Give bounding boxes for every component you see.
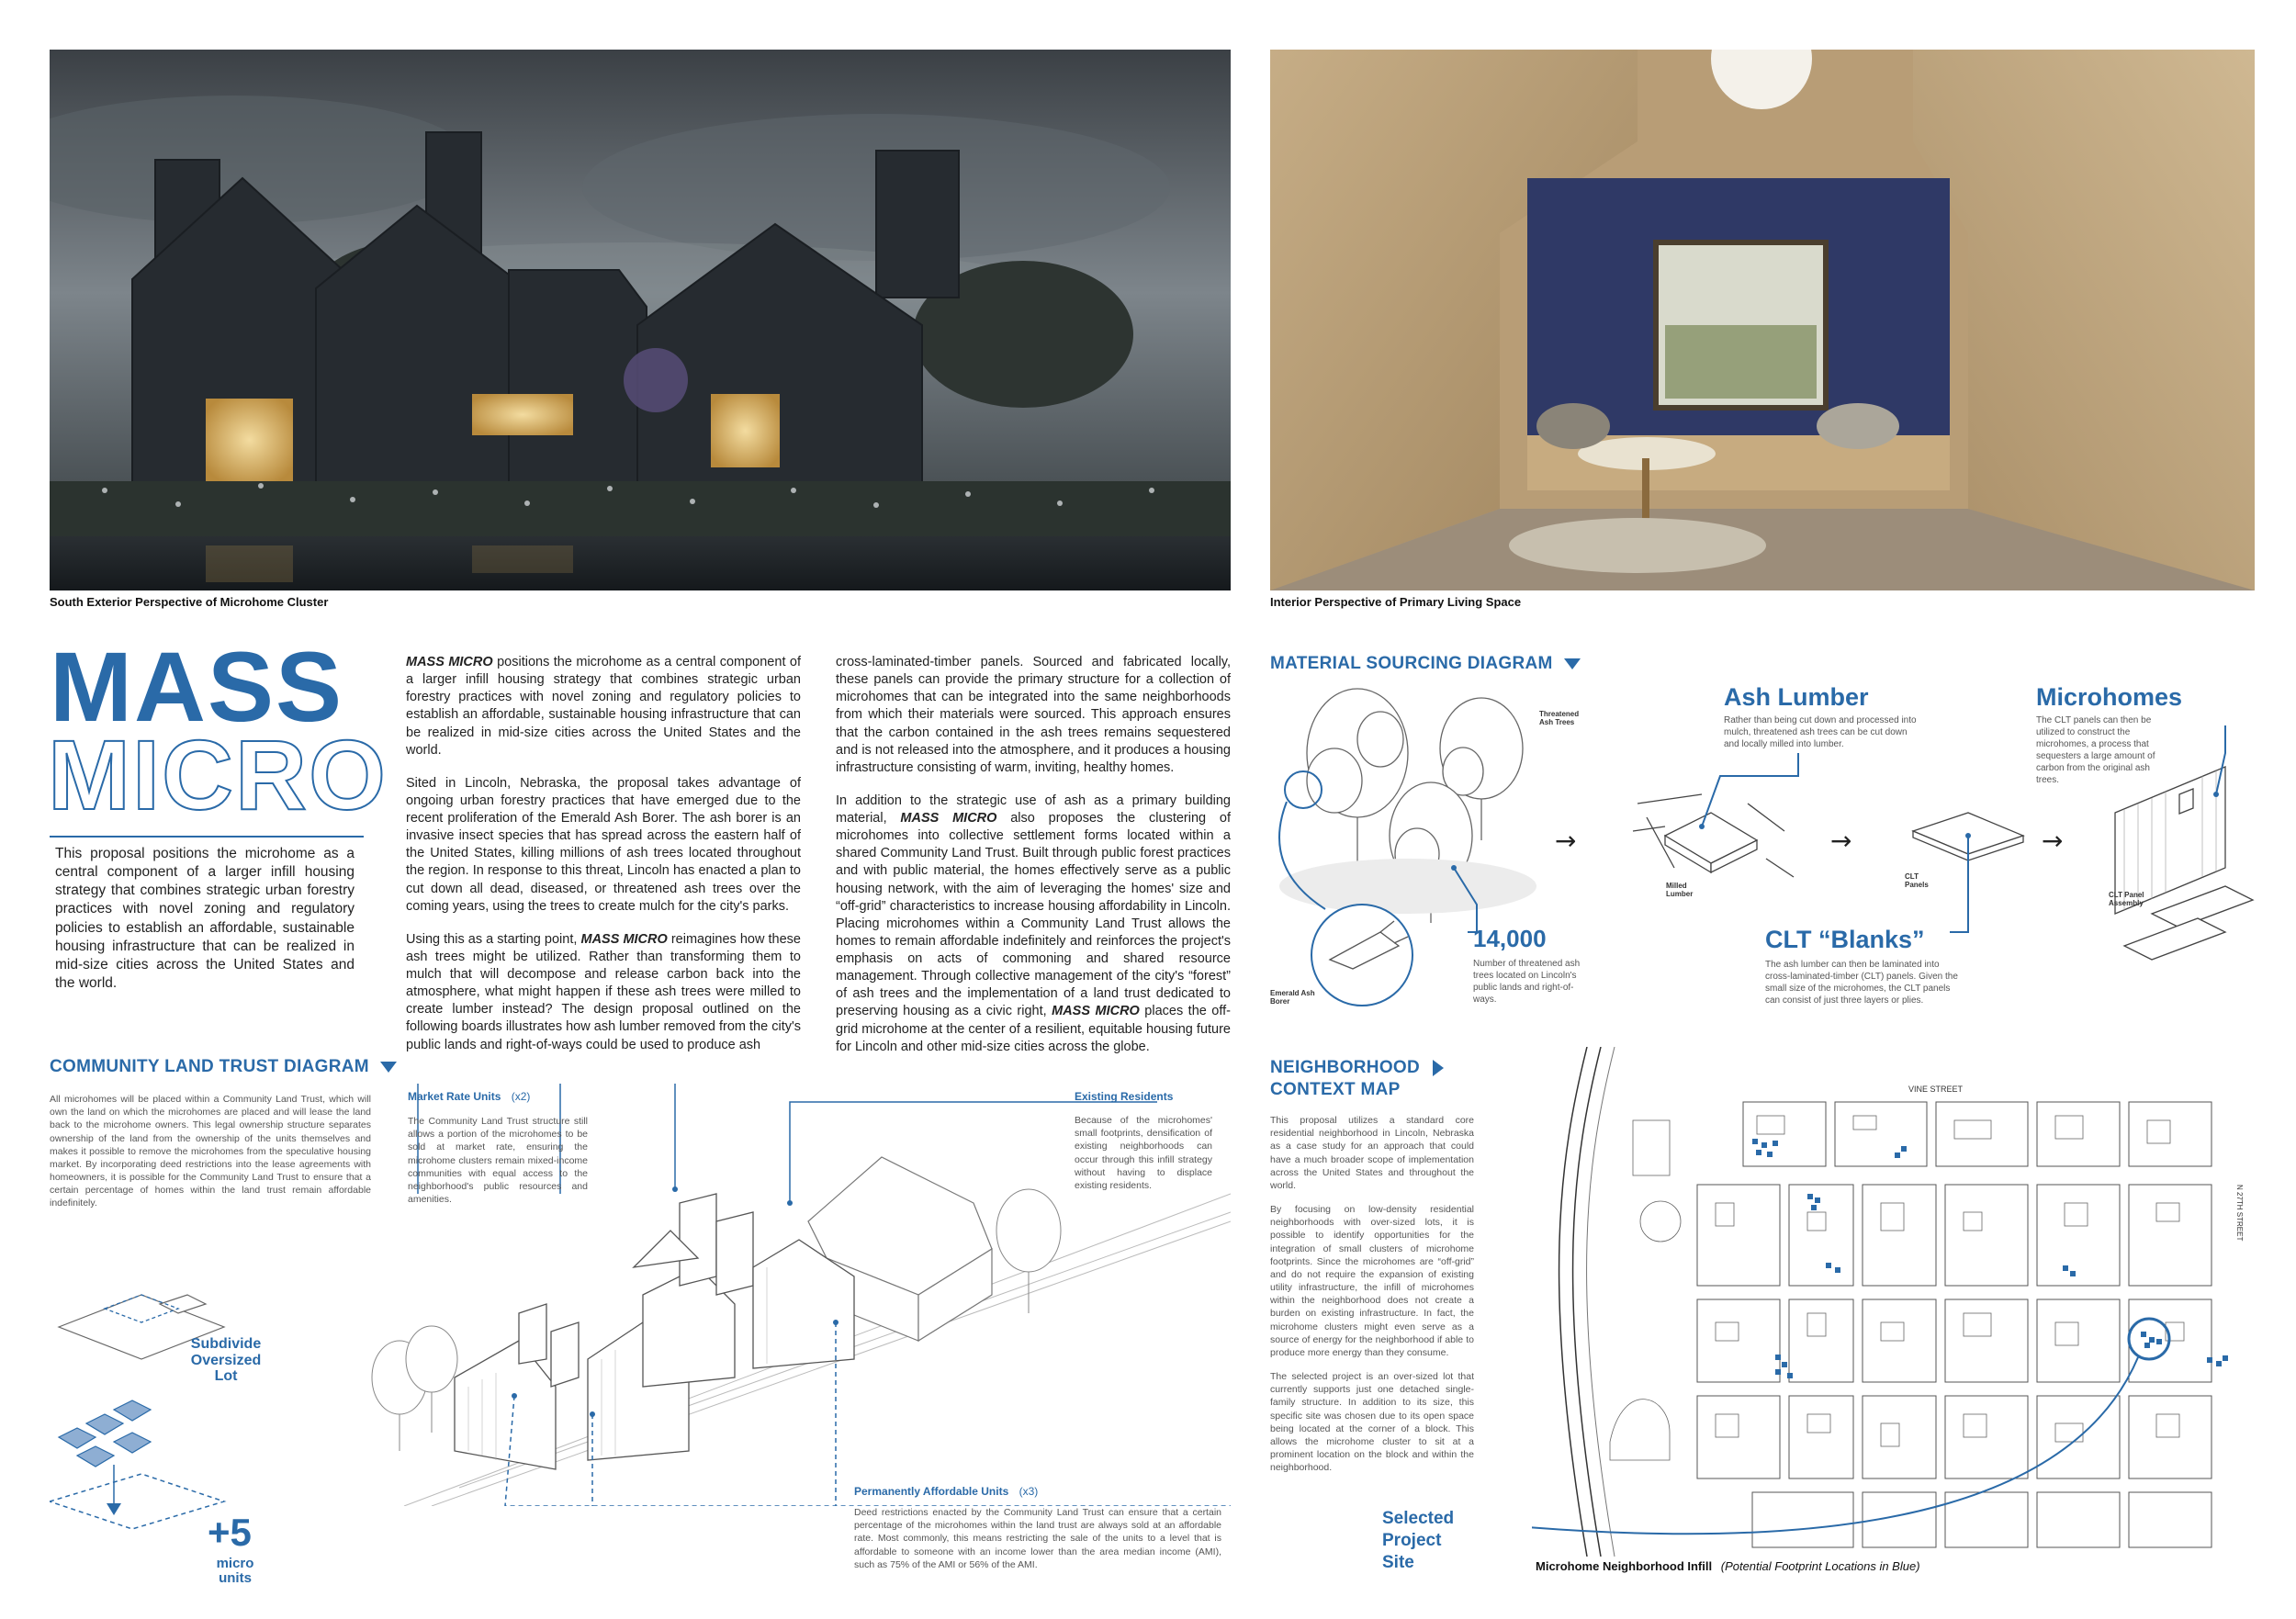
affordable-units-note: Deed restrictions enacted by the Community Land Trust can ensure that a certain percentage of the microhomes within the land trust are always sold at an affordable rate. Most commonly, this means restricting the sale of the units to a level that is affordable to someone with an income lower than the area median income (AMI), such as 75% of the AMI or 56% of the AMI.	[854, 1507, 1221, 1570]
clt-panel-assembly-label: CLT Panel Assembly	[2109, 891, 2144, 908]
existing-residents-note: Because of the microhomes' small footprints, densification of existing neighborhoods can occur through this infill strategy without having to displace existing residents.	[1075, 1115, 1212, 1191]
exterior-render	[50, 50, 1231, 590]
clt-lot-diagram	[50, 1254, 233, 1557]
svg-text:→: →	[1830, 826, 1852, 856]
microhomes-title: Microhomes	[2036, 683, 2183, 711]
triangle-right-icon	[1433, 1060, 1444, 1076]
triangle-down-icon	[1564, 658, 1581, 669]
clt-diagram-heading	[50, 1057, 397, 1077]
interior-caption: Interior Perspective of Primary Living Space	[1270, 595, 1522, 609]
market-rate-count: (x2)	[511, 1090, 531, 1103]
col1-paragraph-1	[406, 654, 801, 759]
context-map-heading-line-2: CONTEXT MAP	[1270, 1079, 1401, 1099]
exterior-caption: South Exterior Perspective of Microhome Cluster	[50, 595, 329, 609]
brand-name: MASS MICRO	[900, 811, 997, 826]
affordable-units-title	[854, 1485, 1038, 1498]
context-map-text	[1270, 1114, 1474, 1485]
summary-text: This proposal positions the microhome as a central component of a larger infill housing strategy that combines strategic urban forestry practices with novel zoning and regulatory policies to establish an affordable, sustainable housing infrastructure that can be realized in mid-size cities across the United States and the world.	[55, 846, 355, 991]
market-rate-note: The Community Land Trust structure still allows a portion of the microhomes to be sold at market rate, ensuring the microhome clusters remain mixed-income communities with equal access to the neighborhood's public resources and amenities.	[408, 1116, 588, 1206]
vine-street-label: VINE STREET	[1908, 1085, 1964, 1094]
micro-units-label: micro units	[216, 1556, 254, 1586]
material-diagram-heading	[1270, 654, 1581, 674]
svg-text:→: →	[2042, 826, 2064, 856]
title-rule	[50, 836, 364, 838]
clt-blanks-title: CLT “Blanks”	[1765, 926, 1925, 953]
selected-line-2: Project	[1382, 1530, 1442, 1550]
map-caption-italic: (Potential Footprint Locations in Blue)	[1720, 1559, 1920, 1573]
emerald-ash-borer-label: Emerald Ash Borer	[1270, 989, 1315, 1006]
col2-paragraph-1: cross-laminated-timber panels. Sourced and fabricated locally, these panels can provide the primary structure for a collection of microhomes that can be integrated into the same neighborhoods from which their materials were sourced. This approach ensures that the carbon contained in the ash trees remains sequestered and is not released into the atmosphere, and it produces a housing infrastructure consisting of warm, inviting, healthy homes.	[836, 655, 1231, 775]
clt-panels-label: CLT Panels	[1905, 872, 1929, 890]
map-caption	[1536, 1559, 1920, 1573]
title-micro: MICRO	[48, 719, 388, 830]
context-paragraph-2: By focusing on low-density residential neighborhoods with over-sized lots, it is possible to identify opportunities for the integration of small clusters of microhome footprints. Since the microhomes are “off-grid” and do not require the expansion of existing utility infrastructure, the infill of microhomes within the neighborhood does not create a burden on existing infrastructure. In fact, the microhome clusters might even serve as a source of energy for the neighborhood if able to produce more energy than they consume.	[1270, 1204, 1474, 1358]
microhomes-note: The CLT panels can then be utilized to construct the microhomes, a process that sequesters a large amount of carbon from the original ash trees.	[2036, 715, 2155, 785]
tree-count-note: Number of threatened ash trees located on Lincoln's public lands and right-of-ways.	[1473, 959, 1581, 1005]
context-map-heading-line-1: NEIGHBORHOOD	[1270, 1058, 1420, 1077]
map-caption-bold: Microhome Neighborhood Infill	[1536, 1559, 1713, 1573]
market-rate-title	[408, 1090, 530, 1103]
col1-paragraph-3	[406, 931, 801, 1054]
clt-diagram-heading-text: COMMUNITY LAND TRUST DIAGRAM	[50, 1057, 369, 1076]
context-paragraph-3: The selected project is an over-sized lot that currently supports just one detached single-family structure. In addition to its size, this specific site was chosen due to its open space being located at the corner of a block. This allows the microhome cluster to sit at a prominent location on the block and within the neighborhood.	[1270, 1371, 1474, 1474]
existing-residents-title: Existing Residents	[1075, 1090, 1174, 1103]
col2-p2-a: In addition to the strategic use of ash as a primary building material,	[836, 793, 1231, 826]
selected-site-label	[1382, 1508, 1454, 1573]
body-column-2	[836, 654, 1231, 1072]
clt-blanks-note: The ash lumber can then be laminated into cross-laminated-timber (CLT) panels. Given the small size of the microhomes, the CLT panels can consist of just three layers or plies.	[1765, 960, 1958, 1006]
market-rate-title-text: Market Rate Units	[408, 1090, 501, 1103]
selected-line-1: Selected	[1382, 1509, 1455, 1528]
context-paragraph-1: This proposal utilizes a standard core residential neighborhood in Lincoln, Nebraska as a case study for an approach that could have a much broader scope of implementation across the United States and throughout the world.	[1270, 1115, 1474, 1191]
affordable-units-title-text: Permanently Affordable Units	[854, 1485, 1009, 1498]
neighborhood-map	[1532, 1047, 2257, 1557]
triangle-down-icon	[380, 1062, 397, 1073]
n27th-street-label: N 27TH STREET	[2235, 1185, 2244, 1242]
plus-five: +5	[208, 1511, 252, 1554]
subdivide-label: Subdivide Oversized Lot	[190, 1336, 262, 1385]
svg-text:→: →	[1555, 826, 1577, 856]
body-column-1	[406, 654, 801, 1070]
title-mass: MASS	[50, 631, 344, 742]
col2-p2-b: also proposes the clustering of microhomes into collective settlement forms located within a shared Community Land Trust. Built through public forest practices and with public material, the homes effectively serve as a public housing network, with the aim of leveraging the homes' size and “off-grid” characteristics to increase housing affordability in Lincoln. Placing microhomes within a Community Land Trust allows the homes to remain affordable indefinitely and reinforces the project's emphasis on acts of commoning and shared resource management. Through collective management of the city's “forest” of ash trees and the implementation of a land trust dedicated to preserving housing as a civic right,	[836, 811, 1231, 1019]
ash-lumber-title: Ash Lumber	[1724, 683, 1869, 711]
col1-p3-a: Using this as a starting point,	[406, 931, 581, 947]
material-diagram-heading-text: MATERIAL SOURCING DIAGRAM	[1270, 654, 1553, 673]
col1-p3-b: reimagines how these ash trees might be utilized. Rather than transforming them to mulch that will decompose and release carbon back into the atmosphere, what might happen if these ash trees were milled to create lumber instead? The design proposal outlined on the following boards illustrates how ash lumber removed from the city's public lands and right-of-ways could be used to produce ash	[406, 931, 801, 1052]
selected-line-3: Site	[1382, 1552, 1414, 1572]
clt-intro-text: All microhomes will be placed within a Community Land Trust, which will own the land on which the microhomes are placed and will lease the land back to the microhome owners. This legal ownership structure separates ownership of the land from the ownership of the units themselves and makes it possible to remove the microhomes from the speculative housing market. By incorporating deed restrictions into the lease agreements with homeowners, it is possible for the Community Land Trust to ensure that a certain percentage of homes within the land trust remain affordable indefinitely.	[50, 1094, 371, 1209]
col2-paragraph-2	[836, 793, 1231, 1056]
interior-render	[1270, 50, 2255, 590]
context-map-heading	[1270, 1057, 1444, 1101]
affordable-units-count: (x3)	[1019, 1485, 1039, 1498]
brand-name: MASS MICRO	[406, 655, 493, 669]
threatened-ash-trees-label: Threatened Ash Trees	[1539, 710, 1580, 727]
milled-lumber-label: Milled Lumber	[1666, 882, 1694, 899]
col1-paragraph-2: Sited in Lincoln, Nebraska, the proposal takes advantage of ongoing urban forestry practices that have emerged due to the recent proliferation of the Emerald Ash Borer. The ash borer is an invasive insect species that has spread across the eastern half of the United States, killing millions of ash trees located throughout the region. In response to this threat, Lincoln has enacted a plan to cut down all dead, diseased, or threatened ash trees over the coming years, using the trees to create mulch for the city's parks.	[406, 775, 801, 914]
col1-p1-text: positions the microhome as a central component of a larger infill housing strategy that combines strategic urban forestry practices with novel zoning and regulatory policies to establish an affordable, sustainable housing infrastructure that can be realized in mid-size cities across the United States and the world.	[406, 655, 801, 758]
brand-name: MASS MICRO	[580, 931, 668, 947]
brand-name: MASS MICRO	[1052, 1004, 1140, 1019]
col2-p2-c: places the off-grid microhome at the center of a resilient, equitable housing future for Lincoln and other mid-size cities across the globe.	[836, 1004, 1231, 1054]
ash-lumber-note: Rather than being cut down and processed into mulch, threatened ash trees can be cut down and locally milled into lumber.	[1724, 715, 1917, 749]
threatened-tree-count: 14,000	[1473, 925, 1547, 952]
